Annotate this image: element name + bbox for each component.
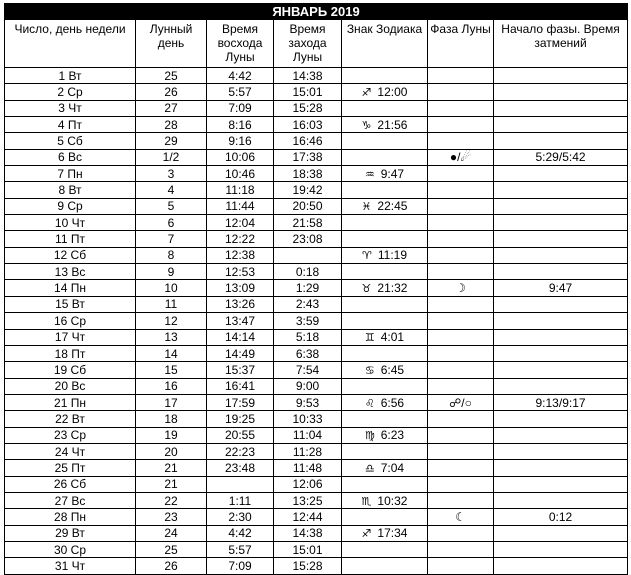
moonset-cell: 16:46 xyxy=(274,133,342,149)
phase-time-cell xyxy=(494,182,628,198)
date-cell: 8 Вт xyxy=(5,182,136,198)
zodiac-sign-icon: ♑ xyxy=(361,118,372,132)
phase-time-cell xyxy=(494,215,628,231)
moon-phase-icon xyxy=(428,427,494,443)
zodiac-sign-icon: ♎ xyxy=(364,461,375,475)
table-row xyxy=(5,345,628,361)
moon-phase-icon xyxy=(428,182,494,198)
date-cell: 22 Вт xyxy=(5,411,136,427)
phase-time-cell xyxy=(494,84,628,100)
moonrise-cell: 15:37 xyxy=(207,362,274,378)
date-cell: 28 Пн xyxy=(5,509,136,525)
moonrise-cell: 4:42 xyxy=(207,525,274,541)
moonrise-cell: 7:09 xyxy=(207,100,274,116)
moonrise-cell: 7:09 xyxy=(207,558,274,574)
zodiac-cell xyxy=(342,215,428,231)
moonset-cell: 1:29 xyxy=(274,280,342,296)
zodiac-cell xyxy=(342,296,428,312)
zodiac-sign-icon: ♓ xyxy=(361,200,372,214)
moonrise-cell: 13:47 xyxy=(207,313,274,329)
moon-phase-icon xyxy=(428,100,494,116)
zodiac-cell xyxy=(342,394,428,410)
table-row xyxy=(5,558,628,574)
phase-time-cell: 9:13/9:17 xyxy=(494,394,628,410)
zodiac-cell xyxy=(342,525,428,541)
table-row xyxy=(5,443,628,459)
lunar-day-cell: 26 xyxy=(136,84,207,100)
phase-time-cell xyxy=(494,378,628,394)
table-row xyxy=(5,215,628,231)
moonrise-cell: 12:22 xyxy=(207,231,274,247)
zodiac-cell xyxy=(342,117,428,133)
moonrise-cell: 9:16 xyxy=(207,133,274,149)
moonset-cell: 15:01 xyxy=(274,541,342,557)
zodiac-sign-icon: ♌ xyxy=(364,396,375,410)
phase-time-cell xyxy=(494,198,628,214)
phase-time-cell xyxy=(494,460,628,476)
table-row xyxy=(5,280,628,296)
table-row xyxy=(5,68,628,84)
table-row xyxy=(5,313,628,329)
lunar-day-cell: 19 xyxy=(136,427,207,443)
moonset-cell: 9:53 xyxy=(274,394,342,410)
lunar-day-cell: 22 xyxy=(136,492,207,508)
zodiac-sign-icon: ♐ xyxy=(361,86,372,100)
table-row xyxy=(5,166,628,182)
moonset-cell: 10:33 xyxy=(274,411,342,427)
zodiac-cell xyxy=(342,84,428,100)
phase-time-cell xyxy=(494,166,628,182)
phase-time-cell xyxy=(494,329,628,345)
moonrise-cell: 16:41 xyxy=(207,378,274,394)
zodiac-cell xyxy=(342,378,428,394)
moon-phase-icon xyxy=(428,247,494,263)
header-moonrise: Время восхода Луны xyxy=(207,20,274,68)
table-row xyxy=(5,525,628,541)
zodiac-time: 9:47 xyxy=(380,166,405,181)
lunar-day-cell: 24 xyxy=(136,525,207,541)
date-cell: 30 Ср xyxy=(5,541,136,557)
date-cell: 11 Пт xyxy=(5,231,136,247)
moonset-cell: 13:25 xyxy=(274,492,342,508)
lunar-day-cell: 6 xyxy=(136,215,207,231)
moonrise-cell: 22:23 xyxy=(207,443,274,459)
table-row xyxy=(5,100,628,116)
lunar-day-cell: 29 xyxy=(136,133,207,149)
moon-phase-icon xyxy=(428,345,494,361)
calendar-title: ЯНВАРЬ 2019 xyxy=(5,4,628,20)
lunar-day-cell: 26 xyxy=(136,558,207,574)
phase-time-cell: 9:47 xyxy=(494,280,628,296)
phase-time-cell xyxy=(494,541,628,557)
date-cell: 31 Чт xyxy=(5,558,136,574)
moonset-cell: 12:44 xyxy=(274,509,342,525)
date-cell: 29 Вт xyxy=(5,525,136,541)
date-cell: 13 Вс xyxy=(5,264,136,280)
phase-time-cell xyxy=(494,133,628,149)
moonrise-cell: 19:25 xyxy=(207,411,274,427)
date-cell: 26 Сб xyxy=(5,476,136,492)
date-cell: 6 Вс xyxy=(5,149,136,165)
moon-phase-icon xyxy=(428,215,494,231)
zodiac-time: 12:00 xyxy=(377,85,408,100)
lunar-day-cell: 21 xyxy=(136,460,207,476)
date-cell: 24 Чт xyxy=(5,443,136,459)
moonrise-cell: 14:49 xyxy=(207,345,274,361)
table-row xyxy=(5,492,628,508)
zodiac-cell xyxy=(342,509,428,525)
table-row xyxy=(5,264,628,280)
table-row xyxy=(5,296,628,312)
table-row xyxy=(5,84,628,100)
date-cell: 10 Чт xyxy=(5,215,136,231)
phase-time-cell xyxy=(494,231,628,247)
lunar-day-cell: 7 xyxy=(136,231,207,247)
zodiac-cell xyxy=(342,100,428,116)
moonset-cell xyxy=(274,247,342,263)
phase-time-cell xyxy=(494,247,628,263)
zodiac-cell xyxy=(342,313,428,329)
zodiac-cell xyxy=(342,362,428,378)
date-cell: 3 Чт xyxy=(5,100,136,116)
lunar-day-cell: 25 xyxy=(136,541,207,557)
moon-phase-icon xyxy=(428,492,494,508)
moonrise-cell: 11:18 xyxy=(207,182,274,198)
table-row xyxy=(5,460,628,476)
table-row xyxy=(5,394,628,410)
zodiac-cell xyxy=(342,133,428,149)
date-cell: 5 Сб xyxy=(5,133,136,149)
moon-phase-icon xyxy=(428,362,494,378)
moon-phase-icon xyxy=(428,476,494,492)
zodiac-sign-icon: ♒ xyxy=(364,167,375,181)
moonrise-cell: 17:59 xyxy=(207,394,274,410)
zodiac-cell xyxy=(342,345,428,361)
moonrise-cell: 13:09 xyxy=(207,280,274,296)
zodiac-sign-icon: ♉ xyxy=(361,282,372,296)
zodiac-cell xyxy=(342,492,428,508)
date-cell: 15 Вт xyxy=(5,296,136,312)
header-date: Число, день недели xyxy=(5,20,136,68)
zodiac-time: 6:45 xyxy=(380,362,405,377)
table-row xyxy=(5,411,628,427)
moonrise-cell: 4:42 xyxy=(207,68,274,84)
lunar-day-cell: 21 xyxy=(136,476,207,492)
lunar-day-cell: 14 xyxy=(136,345,207,361)
moonset-cell: 5:18 xyxy=(274,329,342,345)
moonset-cell: 21:58 xyxy=(274,215,342,231)
moonset-cell: 15:28 xyxy=(274,558,342,574)
lunar-day-cell: 13 xyxy=(136,329,207,345)
zodiac-sign-icon: ♍ xyxy=(364,429,375,443)
moonrise-cell: 10:06 xyxy=(207,149,274,165)
lunar-day-cell: 10 xyxy=(136,280,207,296)
zodiac-cell xyxy=(342,280,428,296)
phase-time-cell xyxy=(494,558,628,574)
moonrise-cell: 12:53 xyxy=(207,264,274,280)
table-row xyxy=(5,231,628,247)
lunar-day-cell: 11 xyxy=(136,296,207,312)
date-cell: 1 Вт xyxy=(5,68,136,84)
moon-phase-icon xyxy=(428,525,494,541)
phase-time-cell: 0:12 xyxy=(494,509,628,525)
zodiac-time: 7:04 xyxy=(380,460,405,475)
zodiac-cell xyxy=(342,166,428,182)
moonset-cell: 6:38 xyxy=(274,345,342,361)
moon-phase-icon: ●/☄ xyxy=(428,149,494,165)
moonrise-cell: 5:57 xyxy=(207,541,274,557)
phase-time-cell: 5:29/5:42 xyxy=(494,149,628,165)
zodiac-cell xyxy=(342,443,428,459)
lunar-day-cell: 1/2 xyxy=(136,149,207,165)
date-cell: 25 Пт xyxy=(5,460,136,476)
moonset-cell: 15:01 xyxy=(274,84,342,100)
zodiac-cell xyxy=(342,149,428,165)
phase-time-cell xyxy=(494,443,628,459)
phase-time-cell xyxy=(494,68,628,84)
table-row xyxy=(5,362,628,378)
date-cell: 7 Пн xyxy=(5,166,136,182)
moon-phase-icon xyxy=(428,68,494,84)
table-row xyxy=(5,329,628,345)
moonrise-cell: 23:48 xyxy=(207,460,274,476)
moon-phase-icon xyxy=(428,296,494,312)
zodiac-cell xyxy=(342,247,428,263)
moonset-cell: 19:42 xyxy=(274,182,342,198)
table-row xyxy=(5,149,628,165)
phase-time-cell xyxy=(494,525,628,541)
moon-phase-icon: ☽ xyxy=(428,280,494,296)
moon-phase-icon xyxy=(428,541,494,557)
zodiac-time: 21:56 xyxy=(377,117,408,132)
moonset-cell: 12:06 xyxy=(274,476,342,492)
date-cell: 2 Ср xyxy=(5,84,136,100)
phase-time-cell xyxy=(494,313,628,329)
date-cell: 16 Ср xyxy=(5,313,136,329)
moon-phase-icon xyxy=(428,378,494,394)
moon-phase-icon xyxy=(428,84,494,100)
moonset-cell: 11:04 xyxy=(274,427,342,443)
table-row xyxy=(5,182,628,198)
zodiac-cell xyxy=(342,558,428,574)
moonset-cell: 18:38 xyxy=(274,166,342,182)
zodiac-cell xyxy=(342,329,428,345)
moonset-cell: 20:50 xyxy=(274,198,342,214)
zodiac-time: 6:56 xyxy=(380,395,405,410)
moonrise-cell xyxy=(207,476,274,492)
moonset-cell: 16:03 xyxy=(274,117,342,133)
moon-phase-icon xyxy=(428,231,494,247)
lunar-day-cell: 9 xyxy=(136,264,207,280)
phase-time-cell xyxy=(494,100,628,116)
phase-time-cell xyxy=(494,411,628,427)
moonset-cell: 0:18 xyxy=(274,264,342,280)
moon-phase-icon xyxy=(428,558,494,574)
lunar-day-cell: 8 xyxy=(136,247,207,263)
moonset-cell: 2:43 xyxy=(274,296,342,312)
moon-phase-icon xyxy=(428,313,494,329)
lunar-day-cell: 27 xyxy=(136,100,207,116)
header-moon-phase: Фаза Луны xyxy=(428,20,494,68)
table-row xyxy=(5,198,628,214)
date-cell: 21 Пн xyxy=(5,394,136,410)
moonrise-cell: 1:11 xyxy=(207,492,274,508)
zodiac-time: 21:32 xyxy=(377,281,408,296)
date-cell: 12 Сб xyxy=(5,247,136,263)
date-cell: 18 Пт xyxy=(5,345,136,361)
lunar-day-cell: 4 xyxy=(136,182,207,198)
header-phase-start: Начало фазы. Время затмений xyxy=(494,20,628,68)
phase-time-cell xyxy=(494,345,628,361)
moon-phase-icon: ☾ xyxy=(428,509,494,525)
phase-time-cell xyxy=(494,476,628,492)
lunar-day-cell: 5 xyxy=(136,198,207,214)
table-row xyxy=(5,117,628,133)
zodiac-time: 22:45 xyxy=(377,199,408,214)
moon-phase-icon xyxy=(428,411,494,427)
moonset-cell: 9:00 xyxy=(274,378,342,394)
moonrise-cell: 5:57 xyxy=(207,84,274,100)
lunar-day-cell: 20 xyxy=(136,443,207,459)
phase-time-cell xyxy=(494,362,628,378)
date-cell: 9 Ср xyxy=(5,198,136,214)
date-cell: 4 Пт xyxy=(5,117,136,133)
zodiac-sign-icon: ♏ xyxy=(361,494,372,508)
date-cell: 19 Сб xyxy=(5,362,136,378)
zodiac-cell xyxy=(342,476,428,492)
moonset-cell: 23:08 xyxy=(274,231,342,247)
zodiac-cell xyxy=(342,411,428,427)
zodiac-time: 4:01 xyxy=(380,330,405,345)
moonset-cell: 11:48 xyxy=(274,460,342,476)
header-zodiac: Знак Зодиака xyxy=(342,20,428,68)
moon-phase-icon xyxy=(428,166,494,182)
header-moonset: Время захода Луны xyxy=(274,20,342,68)
zodiac-cell xyxy=(342,182,428,198)
zodiac-cell xyxy=(342,68,428,84)
date-cell: 23 Ср xyxy=(5,427,136,443)
phase-time-cell xyxy=(494,117,628,133)
moonrise-cell: 14:14 xyxy=(207,329,274,345)
lunar-day-cell: 3 xyxy=(136,166,207,182)
moonrise-cell: 2:30 xyxy=(207,509,274,525)
moonrise-cell: 11:44 xyxy=(207,198,274,214)
table-row xyxy=(5,247,628,263)
date-cell: 27 Вс xyxy=(5,492,136,508)
moonrise-cell: 12:04 xyxy=(207,215,274,231)
moon-phase-icon xyxy=(428,443,494,459)
table-row xyxy=(5,378,628,394)
lunar-day-cell: 16 xyxy=(136,378,207,394)
zodiac-sign-icon: ♈ xyxy=(361,249,372,263)
table-row xyxy=(5,133,628,149)
moonrise-cell: 13:26 xyxy=(207,296,274,312)
moon-phase-icon xyxy=(428,117,494,133)
moonset-cell: 3:59 xyxy=(274,313,342,329)
date-cell: 14 Пн xyxy=(5,280,136,296)
date-cell: 20 Вс xyxy=(5,378,136,394)
lunar-day-cell: 17 xyxy=(136,394,207,410)
zodiac-sign-icon: ♐ xyxy=(361,527,372,541)
table-row xyxy=(5,476,628,492)
lunar-day-cell: 18 xyxy=(136,411,207,427)
zodiac-cell xyxy=(342,427,428,443)
zodiac-time: 11:19 xyxy=(377,248,407,263)
moonrise-cell: 10:46 xyxy=(207,166,274,182)
moon-phase-icon xyxy=(428,198,494,214)
zodiac-time: 17:34 xyxy=(377,526,408,541)
lunar-day-cell: 12 xyxy=(136,313,207,329)
zodiac-cell xyxy=(342,460,428,476)
table-row xyxy=(5,427,628,443)
table-row xyxy=(5,541,628,557)
lunar-day-cell: 25 xyxy=(136,68,207,84)
zodiac-time: 6:23 xyxy=(380,428,405,443)
moon-phase-icon xyxy=(428,460,494,476)
moon-phase-icon xyxy=(428,329,494,345)
moon-phase-icon: ☍/○ xyxy=(428,394,494,410)
moon-phase-icon xyxy=(428,264,494,280)
zodiac-sign-icon: ♊ xyxy=(364,331,375,345)
moon-phase-icon xyxy=(428,133,494,149)
moonrise-cell: 12:38 xyxy=(207,247,274,263)
phase-time-cell xyxy=(494,427,628,443)
zodiac-cell xyxy=(342,231,428,247)
zodiac-sign-icon: ♋ xyxy=(364,363,375,377)
header-lunar-day: Лунный день xyxy=(136,20,207,68)
date-cell: 17 Чт xyxy=(5,329,136,345)
phase-time-cell xyxy=(494,296,628,312)
table-row xyxy=(5,509,628,525)
moonset-cell: 17:38 xyxy=(274,149,342,165)
lunar-day-cell: 23 xyxy=(136,509,207,525)
moonrise-cell: 20:55 xyxy=(207,427,274,443)
zodiac-time: 10:32 xyxy=(377,493,408,508)
zodiac-cell xyxy=(342,198,428,214)
lunar-calendar-table xyxy=(4,3,628,575)
phase-time-cell xyxy=(494,264,628,280)
moonset-cell: 14:38 xyxy=(274,525,342,541)
moonset-cell: 14:38 xyxy=(274,68,342,84)
lunar-day-cell: 15 xyxy=(136,362,207,378)
moonset-cell: 15:28 xyxy=(274,100,342,116)
lunar-day-cell: 28 xyxy=(136,117,207,133)
moonset-cell: 11:28 xyxy=(274,443,342,459)
moonrise-cell: 8:16 xyxy=(207,117,274,133)
zodiac-cell xyxy=(342,541,428,557)
zodiac-cell xyxy=(342,264,428,280)
moonset-cell: 7:54 xyxy=(274,362,342,378)
phase-time-cell xyxy=(494,492,628,508)
